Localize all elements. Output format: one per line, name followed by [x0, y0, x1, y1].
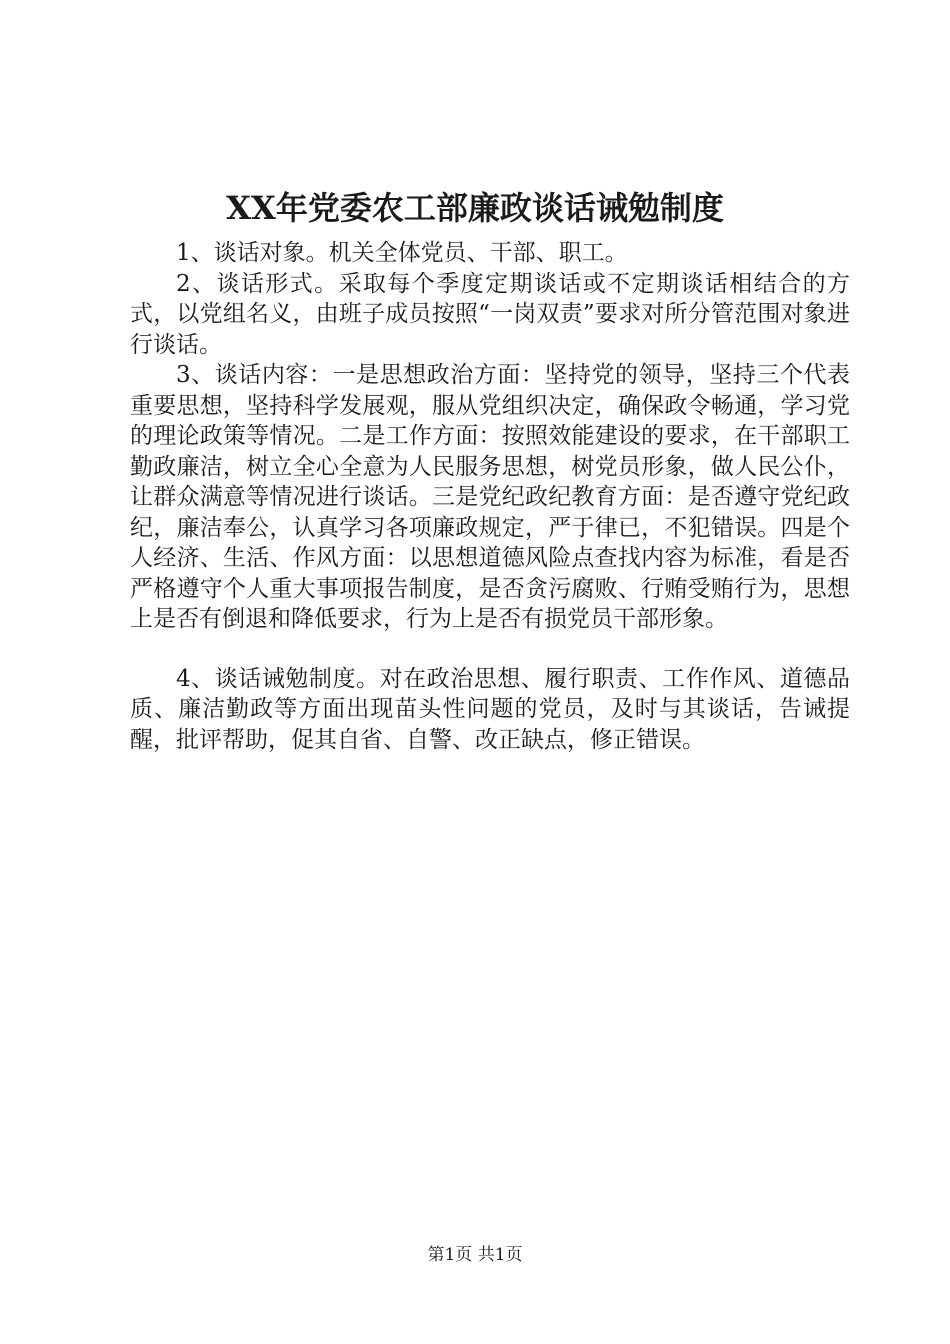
- paragraph-1: 1、谈话对象。机关全体党员、干部、职工。: [176, 240, 628, 266]
- paragraph-3: 3、谈话内容：一是思想政治方面：坚持党的领导，坚持三个代表重要思想，坚持科学发展观，服从党组织决定，确保政令畅通，学习党的理论政策等情况。二是工作方面：按照效能建设的要求，在干部职工勤政廉洁，树立全心全意为人民服务思想，树党员形象，做人民公仆，让群众满意等情况进行谈话。三是党纪政纪教育方面：是否遵守党纪政纪，廉洁奉公，认真学习各项廉政规定，严于律已，不犯错误。四是个人经济、生活、作风方面：以思想道德风险点查找内容为标准，看是否严格遵守个人重大事项报告制度，是否贪污腐败、行贿受贿行为，思想上是否有倒退和降低要求，行为上是否有损党员干部形象。: [130, 362, 850, 632]
- document-title: XX年党委农工部廉政谈话诫勉制度: [226, 189, 724, 227]
- document-body: [130, 238, 850, 755]
- paragraph-4: 4、谈话诫勉制度。对在政治思想、履行职责、工作作风、道德品质、廉洁勤政等方面出现苗头性问题的党员，及时与其谈话，告诫提醒，批评帮助，促其自省、自警、改正缺点，修正错误。: [130, 665, 850, 753]
- page-footer: 第1页 共1页: [427, 1245, 523, 1265]
- paragraph-2: 2、谈话形式。采取每个季度定期谈话或不定期谈话相结合的方式，以党组名义，由班子成员按照“一岗双责”要求对所分管范围对象进行谈话。: [130, 270, 850, 358]
